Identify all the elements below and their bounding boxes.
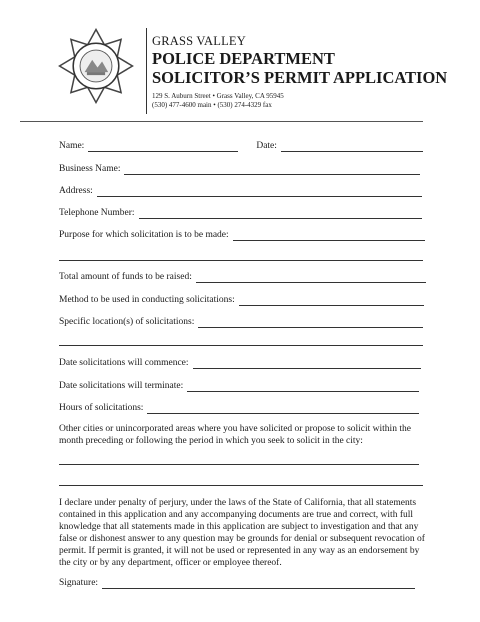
business-name-blank[interactable] bbox=[124, 165, 420, 175]
purpose-blank[interactable] bbox=[233, 231, 425, 241]
method-field bbox=[59, 294, 424, 306]
signature-label: Signature: bbox=[59, 578, 99, 588]
business-name-label: Business Name: bbox=[59, 164, 121, 174]
locations-field bbox=[59, 316, 423, 328]
address-blank[interactable] bbox=[97, 187, 422, 197]
other-cities-line-2[interactable] bbox=[59, 485, 423, 486]
name-label: Name: bbox=[59, 141, 85, 151]
other-cities-question: Other cities or unincorporated areas where you have solicited or propose to solicit within the month preceding or following the period in which you seek to solicit in the city: bbox=[59, 424, 411, 446]
funds-blank[interactable] bbox=[196, 273, 426, 283]
signature-blank[interactable] bbox=[102, 579, 415, 589]
name-blank[interactable] bbox=[88, 142, 238, 152]
telephone-label: Telephone Number: bbox=[59, 208, 135, 218]
funds-field bbox=[59, 271, 426, 283]
hours-label: Hours of solicitations: bbox=[59, 403, 144, 413]
commence-label: Date solicitations will commence: bbox=[59, 358, 189, 368]
address-line: 129 S. Auburn Street • Grass Valley, CA 95945 bbox=[152, 92, 284, 100]
phone-line: (530) 477-4600 main • (530) 274-4329 fax bbox=[152, 101, 272, 109]
purpose-continuation-line[interactable] bbox=[59, 260, 423, 261]
hours-blank[interactable] bbox=[147, 404, 419, 414]
business-name-field bbox=[59, 163, 420, 175]
name-field bbox=[59, 140, 423, 152]
declaration-paragraph: I declare under penalty of perjury, under the laws of the State of California, that all statements contained in this application and any accompanying documents are true and correct, with full knowledge that all statements made in this application are subject to investigation and that any false or dishonest answer to any question may be grounds for denial or subsequent revocation of permit. If permit is granted, it will not be used or represented in any way as an endorsement by the city or by any department, officer or employee thereof. bbox=[59, 498, 425, 568]
date-label: Date: bbox=[256, 141, 277, 151]
form-title: SOLICITOR’S PERMIT APPLICATION bbox=[152, 68, 448, 87]
locations-label: Specific location(s) of solicitations: bbox=[59, 317, 195, 327]
department-name: POLICE DEPARTMENT bbox=[152, 49, 335, 68]
police-badge-icon bbox=[58, 28, 134, 104]
hours-field bbox=[59, 402, 419, 414]
telephone-blank[interactable] bbox=[139, 209, 422, 219]
address-label: Address: bbox=[59, 186, 93, 196]
contact-info bbox=[152, 92, 452, 110]
other-cities-line-1[interactable] bbox=[59, 464, 419, 465]
commence-field bbox=[59, 357, 421, 369]
method-blank[interactable] bbox=[239, 296, 424, 306]
letterhead bbox=[152, 34, 452, 110]
commence-blank[interactable] bbox=[193, 359, 421, 369]
terminate-field bbox=[59, 380, 419, 392]
locations-continuation-line[interactable] bbox=[59, 345, 423, 346]
header-divider bbox=[146, 28, 147, 114]
funds-label: Total amount of funds to be raised: bbox=[59, 272, 192, 282]
telephone-field bbox=[59, 207, 422, 219]
address-field bbox=[59, 185, 422, 197]
terminate-label: Date solicitations will terminate: bbox=[59, 381, 184, 391]
city-name: GRASS VALLEY bbox=[152, 34, 246, 48]
date-blank[interactable] bbox=[281, 142, 423, 152]
terminate-blank[interactable] bbox=[187, 382, 419, 392]
signature-field bbox=[59, 577, 415, 589]
header-rule bbox=[20, 121, 423, 122]
purpose-field bbox=[59, 229, 425, 241]
locations-blank[interactable] bbox=[198, 318, 423, 328]
purpose-label: Purpose for which solicitation is to be made: bbox=[59, 230, 229, 240]
method-label: Method to be used in conducting solicitations: bbox=[59, 295, 235, 305]
